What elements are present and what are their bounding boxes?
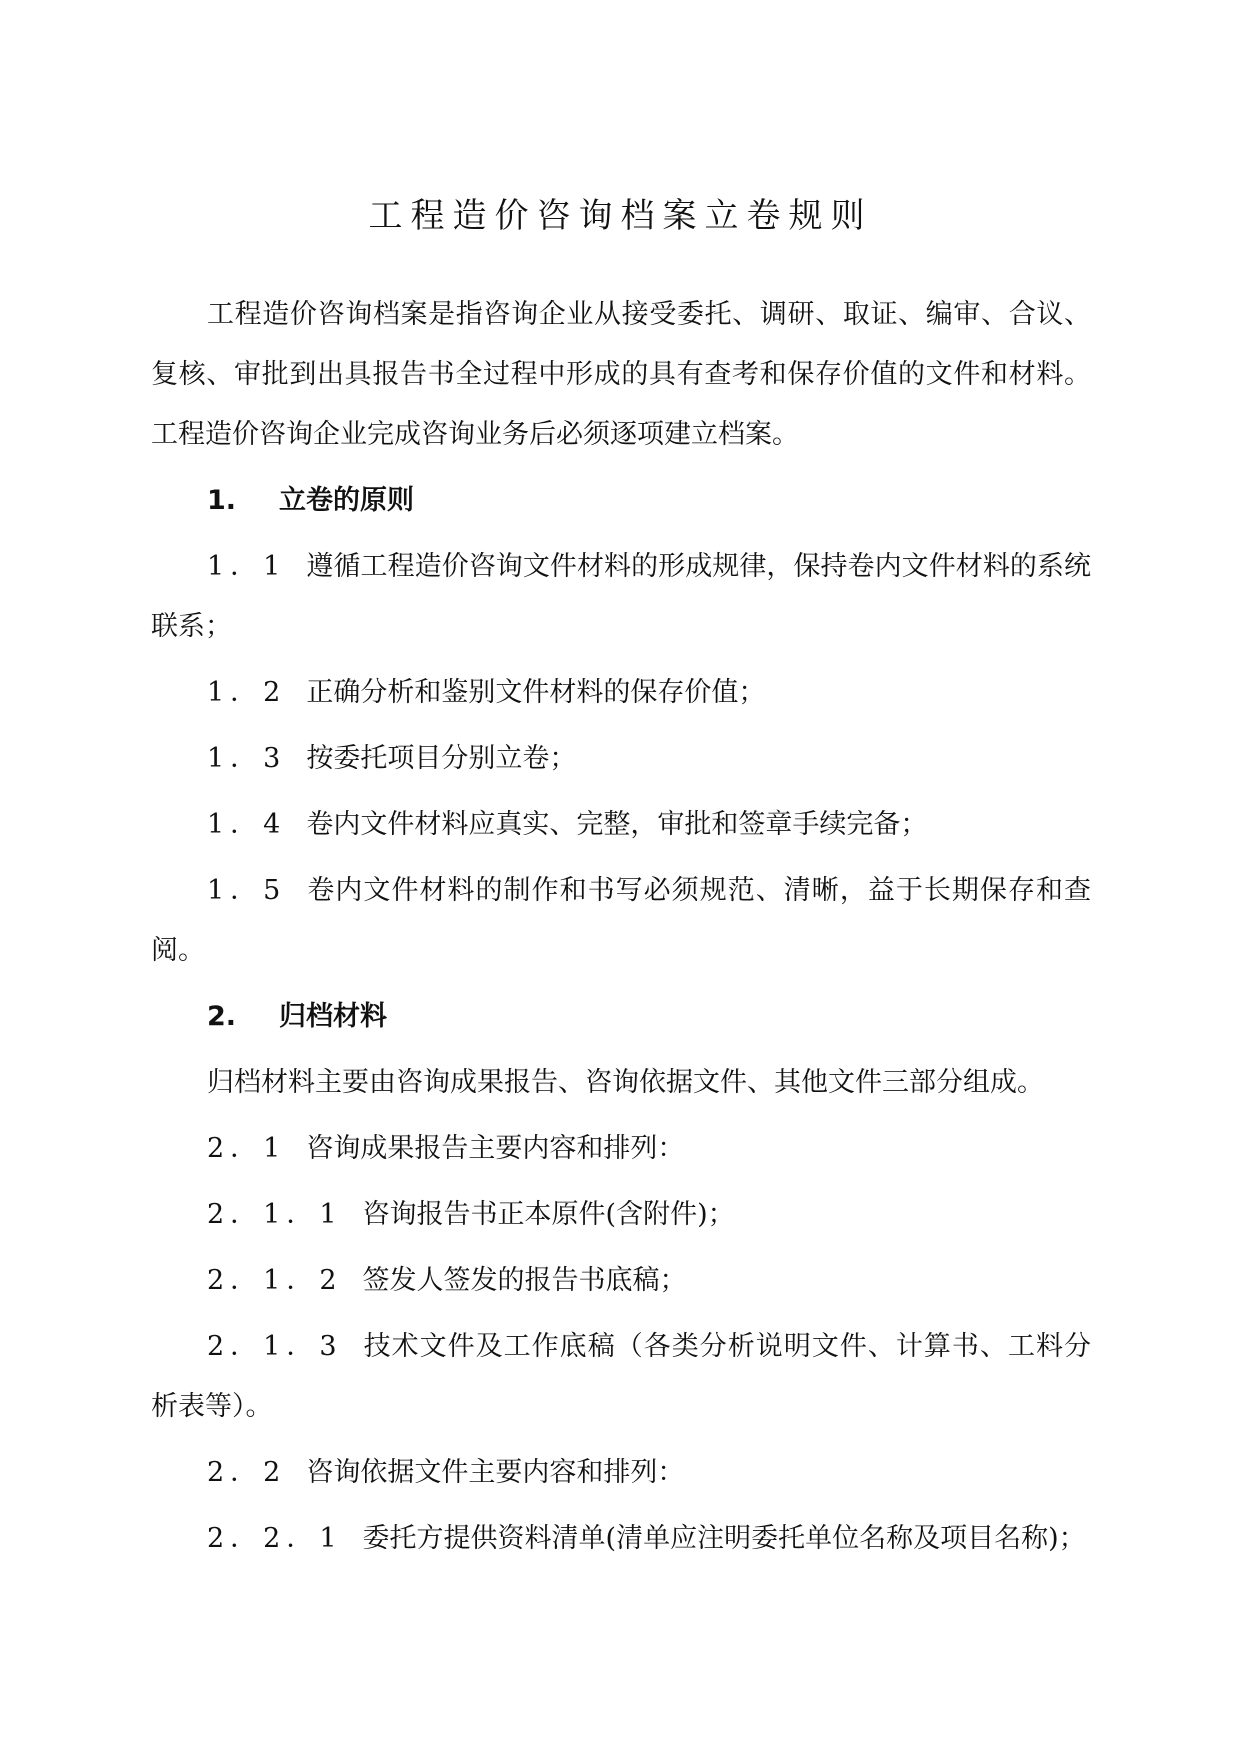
- item-number: 1．3: [207, 743, 287, 774]
- list-item: [151, 861, 1091, 981]
- section-title: 立卷的原则: [279, 485, 414, 516]
- item-text: 技术文件及工作底稿（各类分析说明文件、计算书、工料分析表等）。: [151, 1331, 1091, 1422]
- list-item: [151, 795, 1091, 855]
- intro-paragraph: 工程造价咨询档案是指咨询企业从接受委托、调研、取证、编审、合议、复核、审批到出具报告书全过程中形成的具有查考和保存价值的文件和材料。工程造价咨询企业完成咨询业务后必须逐项建立档案。: [151, 299, 1091, 450]
- section-number: 1.: [207, 485, 237, 516]
- section-title: 归档材料: [279, 1001, 387, 1032]
- item-text: 咨询依据文件主要内容和排列：: [306, 1457, 685, 1488]
- list-item: [151, 1119, 1091, 1179]
- item-number: 1．2: [207, 677, 287, 708]
- item-number: 2．2．1: [207, 1523, 343, 1554]
- item-number: 2．1．2: [207, 1265, 343, 1296]
- item-number: 2．1: [207, 1133, 287, 1164]
- item-text: 委托方提供资料清单(清单应注明委托单位名称及项目名称)；: [362, 1523, 1086, 1554]
- list-item: [151, 729, 1091, 789]
- document-body: [151, 285, 1091, 1575]
- section-2-intro: 归档材料主要由咨询成果报告、咨询依据文件、其他文件三部分组成。: [207, 1067, 1044, 1098]
- list-item: [151, 1185, 1091, 1245]
- page-title: 工程造价咨询档案立卷规则: [368, 196, 873, 236]
- item-text: 卷内文件材料应真实、完整，审批和签章手续完备；: [306, 809, 928, 840]
- item-number: 2．1．1: [207, 1199, 343, 1230]
- item-number: 1．4: [207, 809, 287, 840]
- item-number: 2．1．3: [207, 1331, 343, 1362]
- item-text: 遵循工程造价咨询文件材料的形成规律，保持卷内文件材料的系统联系；: [151, 551, 1091, 642]
- item-text: 按委托项目分别立卷；: [306, 743, 577, 774]
- list-item: [151, 1251, 1091, 1311]
- list-item: [151, 537, 1091, 657]
- item-number: 1．5: [207, 875, 287, 906]
- section-1-heading: [151, 471, 1091, 531]
- list-item: [151, 1443, 1091, 1503]
- section-number: 2.: [207, 1001, 237, 1032]
- list-item: [151, 1509, 1091, 1569]
- item-text: 咨询成果报告主要内容和排列：: [306, 1133, 685, 1164]
- item-text: 咨询报告书正本原件(含附件)；: [362, 1199, 735, 1230]
- item-text: 签发人签发的报告书底稿；: [362, 1265, 687, 1296]
- list-item: [151, 1317, 1091, 1437]
- item-number: 2．2: [207, 1457, 287, 1488]
- item-number: 1．1: [207, 551, 287, 582]
- section-2-heading: [151, 987, 1091, 1047]
- item-text: 卷内文件材料的制作和书写必须规范、清晰，益于长期保存和查阅。: [151, 875, 1091, 966]
- list-item: [151, 663, 1091, 723]
- item-text: 正确分析和鉴别文件材料的保存价值；: [306, 677, 766, 708]
